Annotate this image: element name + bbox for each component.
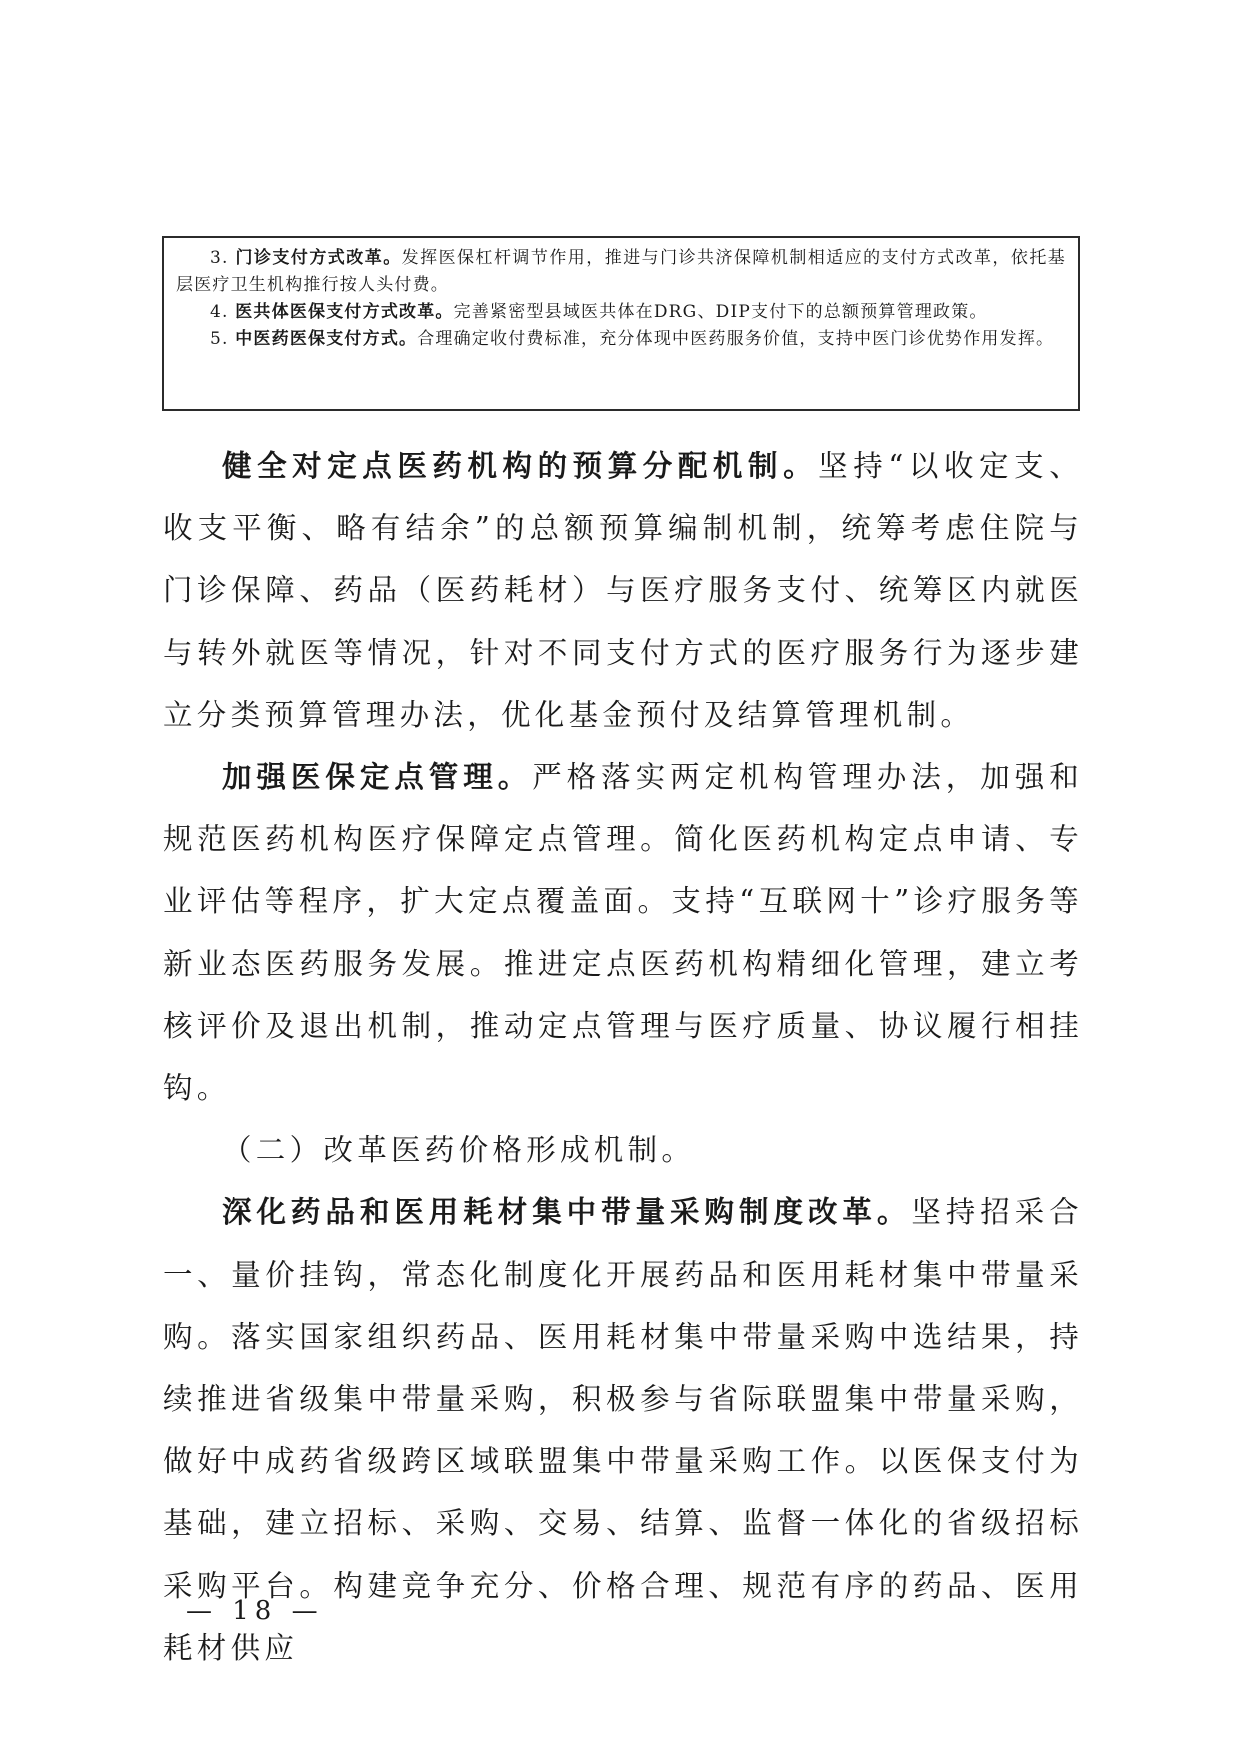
paragraph-text: 坚持招采合一、量价挂钩，常态化制度化开展药品和医用耗材集中带量采购。落实国家组织药品、医用耗材集中带量采购中选结果，持续推进省级集中带量采购，积极参与省际联盟集中带量采购，做好中成药省级跨区域联盟集中带量采购工作。以医保支付为基础，建立招标、采购、交易、结算、监督一体化的省级招标采购平台。构建竞争充分、价格合理、规范有序的药品、医用耗材供应 — [163, 1195, 1083, 1665]
note-item-text: 合理确定收付费标准，充分体现中医药服务价值，支持中医门诊优势作用发挥。 — [417, 329, 1055, 349]
note-item-text: 发挥医保杠杆调节作用，推进与门诊共济保障机制相适应的支付方式改革，依托基层医疗卫生机构推行按人头付费。 — [176, 248, 1066, 295]
note-item-number: 4. — [210, 302, 229, 322]
paragraph-text: 严格落实两定机构管理办法，加强和规范医药机构医疗保障定点管理。简化医药机构定点申请、专业评估等程序，扩大定点覆盖面。支持“互联网十”诊疗服务等新业态医药服务发展。推进定点医药机构精细化管理，建立考核评价及退出机制，推动定点管理与医疗质量、协议履行相挂钩。 — [163, 760, 1083, 1106]
section-heading: （二）改革医药价格形成机制。 — [222, 1133, 696, 1168]
paragraph-text: 坚持“以收定支、收支平衡、略有结余”的总额预算编制机制，统筹考虑住院与门诊保障、药品（医药耗材）与医疗服务支付、统筹区内就医与转外就医等情况，针对不同支付方式的医疗服务行为逐步建立分类预算管理办法，优化基金预付及结算管理机制。 — [163, 449, 1083, 732]
note-item-title: 中医药医保支付方式。 — [235, 329, 418, 349]
note-item-number: 5. — [210, 329, 229, 349]
note-item-title: 医共体医保支付方式改革。 — [235, 302, 454, 322]
note-item-title: 门诊支付方式改革。 — [235, 248, 402, 268]
paragraph-title: 健全对定点医药机构的预算分配机制。 — [222, 448, 819, 483]
body-text — [163, 435, 1083, 1679]
page-number: — 18 — — [186, 1596, 324, 1626]
note-item-3 — [176, 245, 1066, 299]
note-item-spacer — [229, 248, 236, 268]
note-item-5 — [176, 326, 1066, 353]
note-item-4 — [176, 299, 1066, 326]
paragraph-title: 加强医保定点管理。 — [222, 759, 533, 795]
paragraph-budget-allocation — [163, 435, 1083, 746]
paragraph-title: 深化药品和医用耗材集中带量采购制度改革。 — [222, 1194, 912, 1230]
paragraph-designated-management — [163, 746, 1083, 1119]
note-item-number: 3. — [210, 248, 229, 268]
boxed-note — [162, 236, 1080, 411]
note-item-text: 完善紧密型县域医共体在DRG、DIP支付下的总额预算管理政策。 — [453, 302, 988, 322]
